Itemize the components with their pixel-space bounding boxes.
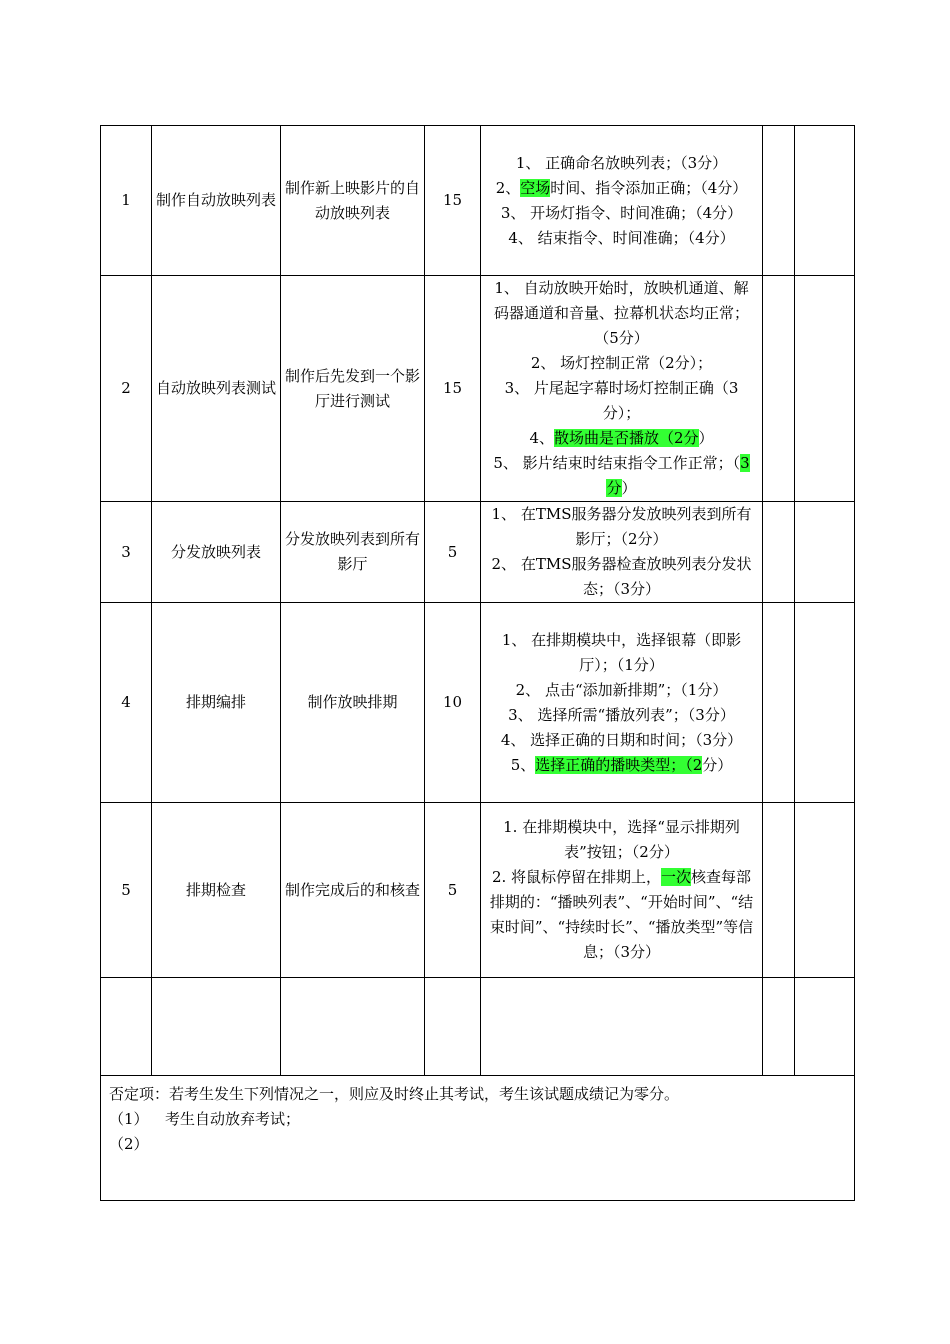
item-name: 排期编排	[152, 603, 281, 803]
criteria-text: 2、 点击“添加新排期”；（1分）	[515, 680, 728, 699]
criteria-line	[487, 628, 756, 678]
criteria-text: 分）	[702, 755, 733, 774]
criteria-text: ）	[698, 429, 714, 447]
row-number: 1	[101, 126, 152, 276]
highlighted-text: 选择正确的播映类型；（2	[535, 755, 703, 774]
criteria-text: 1、 自动放映开始时，放映机通道、解码器通道和音量、拉幕机状态均正常；（5分）	[493, 279, 749, 347]
table-row	[101, 603, 855, 803]
veto-section	[101, 1076, 855, 1201]
veto-title: 否定项：若考生发生下列情况之一，则应及时终止其考试，考生该试题成绩记为零分。	[109, 1085, 680, 1103]
criteria-line	[487, 728, 756, 753]
empty-cell	[425, 978, 481, 1076]
scoring-table	[100, 125, 855, 1201]
criteria-line	[487, 201, 756, 226]
criteria-text: 2、 场灯控制正常（2分）；	[530, 354, 713, 372]
criteria-line	[487, 502, 756, 552]
empty-cell	[281, 978, 425, 1076]
item-score: 5	[425, 803, 481, 978]
empty-cell	[763, 126, 795, 276]
empty-cell	[795, 603, 855, 803]
criteria-line	[487, 451, 756, 501]
criteria-line	[487, 753, 756, 778]
criteria-text: 2、	[495, 178, 521, 197]
criteria-line	[487, 815, 756, 865]
criteria-cell	[481, 803, 763, 978]
criteria-line	[487, 865, 756, 965]
item-content: 制作后先发到一个影厅进行测试	[281, 276, 425, 502]
criteria-text: 3、 片尾起字幕时场灯控制正确（3分）；	[504, 379, 739, 422]
empty-cell	[763, 603, 795, 803]
empty-cell	[763, 978, 795, 1076]
empty-cell	[795, 276, 855, 502]
criteria-cell	[481, 276, 763, 502]
item-content: 制作新上映影片的自动放映列表	[281, 126, 425, 276]
table-row	[101, 803, 855, 978]
table-row	[101, 502, 855, 603]
criteria-line	[487, 678, 756, 703]
item-score: 15	[425, 126, 481, 276]
criteria-line	[487, 703, 756, 728]
empty-cell	[763, 502, 795, 603]
empty-cell	[795, 803, 855, 978]
item-score: 10	[425, 603, 481, 803]
criteria-text: 5、	[510, 755, 536, 774]
criteria-line	[487, 552, 756, 602]
criteria-text: 2、 在TMS服务器检查放映列表分发状态；（3分）	[491, 555, 752, 598]
empty-cell	[795, 978, 855, 1076]
table-row	[101, 126, 855, 276]
criteria-text: 2. 将鼠标停留在排期上，	[491, 868, 662, 886]
criteria-text: 4、 选择正确的日期和时间；（3分）	[500, 730, 743, 749]
item-score: 5	[425, 502, 481, 603]
item-name: 排期检查	[152, 803, 281, 978]
criteria-text: 5、 影片结束时结束指令工作正常；（	[493, 454, 741, 472]
empty-cell	[101, 978, 152, 1076]
veto-item-text: 考生自动放弃考试；	[165, 1110, 301, 1128]
criteria-line	[487, 276, 756, 351]
criteria-line	[487, 226, 756, 251]
veto-row	[101, 1076, 855, 1201]
veto-item-number: （1）	[109, 1110, 149, 1128]
criteria-line	[487, 151, 756, 176]
table-row-empty	[101, 978, 855, 1076]
criteria-text: 1、 在排期模块中，选择银幕（即影厅）；（1分）	[501, 630, 742, 674]
empty-cell	[763, 276, 795, 502]
item-name: 分发放映列表	[152, 502, 281, 603]
table-row	[101, 276, 855, 502]
item-content: 制作完成后的和核查	[281, 803, 425, 978]
empty-cell	[795, 126, 855, 276]
veto-item-number: （2）	[109, 1135, 149, 1153]
criteria-text: 3、 选择所需“播放列表”；（3分）	[508, 705, 735, 724]
highlighted-text: 散场曲是否播放（2分	[553, 429, 699, 447]
criteria-text: 1、 在TMS服务器分发放映列表到所有影厅；（2分）	[491, 505, 752, 548]
criteria-text: 1. 在排期模块中，选择“显示排期列表”按钮；（2分）	[503, 818, 740, 861]
highlighted-text: 一次	[661, 868, 692, 886]
criteria-line	[487, 351, 756, 376]
item-name: 自动放映列表测试	[152, 276, 281, 502]
empty-cell	[481, 978, 763, 1076]
highlighted-text: 3分	[606, 454, 750, 497]
veto-item	[109, 1107, 846, 1132]
empty-cell	[795, 502, 855, 603]
veto-item	[109, 1132, 846, 1157]
criteria-line	[487, 176, 756, 201]
criteria-cell	[481, 502, 763, 603]
criteria-text: 1、 正确命名放映列表；（3分）	[515, 153, 728, 172]
criteria-line	[487, 376, 756, 426]
item-content: 制作放映排期	[281, 603, 425, 803]
item-name: 制作自动放映列表	[152, 126, 281, 276]
empty-cell	[763, 803, 795, 978]
row-number: 5	[101, 803, 152, 978]
criteria-text: 4、 结束指令、时间准确；（4分）	[508, 228, 735, 247]
scoring-table-body	[101, 126, 855, 1201]
criteria-text: ）	[621, 479, 637, 497]
criteria-line	[487, 426, 756, 451]
row-number: 4	[101, 603, 152, 803]
criteria-text: 核查每部排期的：“播映列表”、“开始时间”、“结束时间”、“持续时长”、“播放类型”等信息；（3分）	[489, 868, 754, 961]
criteria-text: 4、	[529, 429, 554, 447]
empty-cell	[152, 978, 281, 1076]
criteria-cell	[481, 603, 763, 803]
criteria-text: 时间、指令添加正确；（4分）	[550, 178, 748, 197]
item-content: 分发放映列表到所有影厅	[281, 502, 425, 603]
criteria-cell	[481, 126, 763, 276]
item-score: 15	[425, 276, 481, 502]
row-number: 2	[101, 276, 152, 502]
highlighted-text: 空场	[520, 178, 551, 197]
row-number: 3	[101, 502, 152, 603]
criteria-text: 3、 开场灯指令、时间准确；（4分）	[500, 203, 743, 222]
